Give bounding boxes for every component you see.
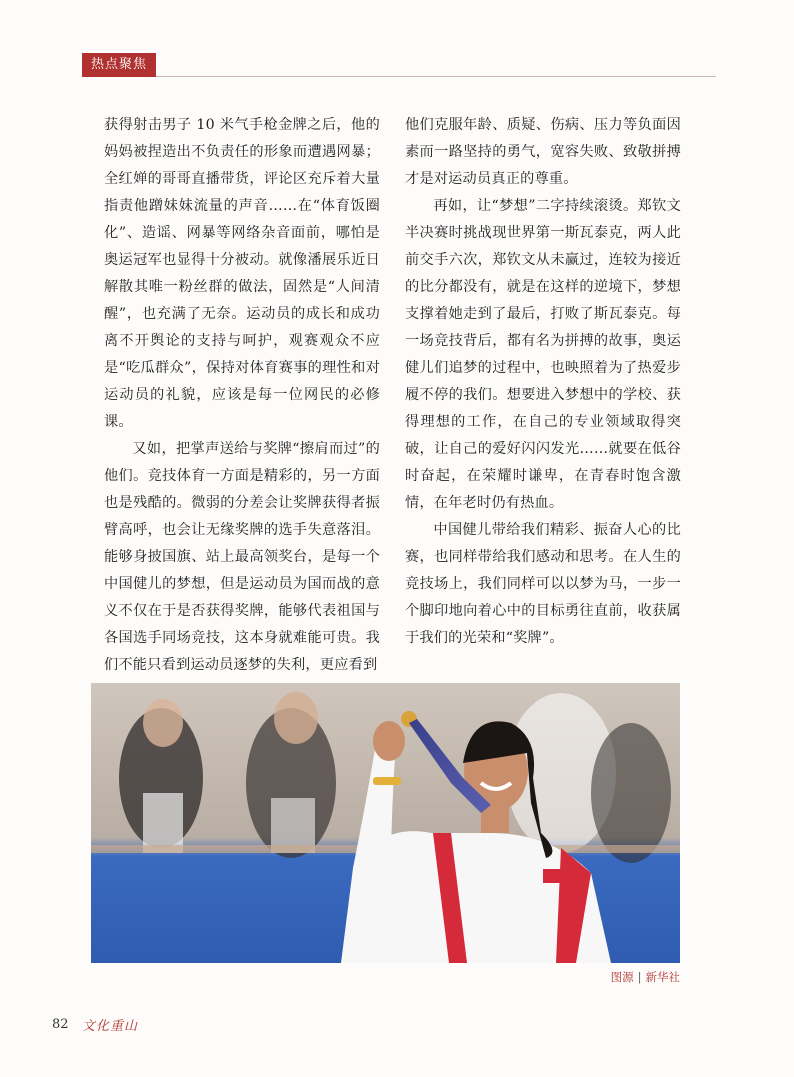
- page-number: 82: [52, 1017, 69, 1032]
- article-column-left: [104, 112, 380, 679]
- photo-caption: [611, 969, 680, 985]
- caption-source-label: 图源: [610, 970, 634, 984]
- photo-illustration: [91, 683, 680, 963]
- caption-separator: |: [637, 970, 642, 984]
- paragraph: 再如，让“梦想”二字持续滚烫。郑钦文半决赛时挑战现世界第一斯瓦泰克，两人此前交手六次，郑钦文从未赢过，连较为接近的比分都没有，就是在这样的逆境下，梦想支撑着她走到了最后，打败了斯瓦泰克。每一场竞技背后，都有名为拼搏的故事，奥运健儿们追梦的过程中，也映照着为了热爱步履不停的我们。想要进入梦想中的学校、获得理想的工作，在自己的专业领域取得突破，让自己的爱好闪闪发光……就要在低谷时奋起，在荣耀时谦卑，在青春时饱含激情，在年老时仍有热血。: [405, 198, 681, 511]
- article-column-right: [405, 112, 681, 652]
- paragraph: 又如，把掌声送给与奖牌“擦肩而过”的他们。竞技体育一方面是精彩的，另一方面也是残酷的。微弱的分差会让奖牌获得者振臂高呼，也会让无缘奖牌的选手失意落泪。能够身披国旗、站上最高领奖台，是每一个中国健儿的梦想，但是运动员为国而战的意义不仅在于是否获得奖牌，能够代表祖国与各国选手同场竞技，这本身就难能可贵。我们不能只看到运动员逐梦的失利，更应看到: [104, 441, 380, 673]
- athlete-medal-photo: [91, 683, 680, 963]
- paragraph: 中国健儿带给我们精彩、振奋人心的比赛，也同样带给我们感动和思考。在人生的竞技场上，我们同样可以以梦为马，一步一个脚印地向着心中的目标勇往直前，收获属于我们的光荣和“奖牌”。: [405, 522, 681, 646]
- magazine-logo: 文化重山: [82, 1019, 139, 1034]
- caption-source-name: 新华社: [645, 970, 680, 984]
- paragraph: 获得射击男子 10 米气手枪金牌之后，他的妈妈被捏造出不负责任的形象而遭遇网暴；全红婵的哥哥直播带货，评论区充斥着大量指责他蹭妹妹流量的声音……在“体育饭圈化”、造谣、网暴等网络杂音面前，哪怕是奥运冠军也显得十分被动。就像潘展乐近日解散其唯一粉丝群的做法，固然是“人间清醒”，也充满了无奈。运动员的成长和成功离不开舆论的支持与呵护，观赛观众不应是“吃瓜群众”，保持对体育赛事的理性和对运动员的礼貌，应该是每一位网民的必修课。: [104, 117, 380, 430]
- section-divider: [156, 76, 716, 77]
- paragraph: 他们克服年龄、质疑、伤病、压力等负面因素而一路坚持的勇气，宽容失败、致敬拼搏才是对运动员真正的尊重。: [405, 117, 681, 187]
- section-tag: 热点聚焦: [82, 53, 156, 77]
